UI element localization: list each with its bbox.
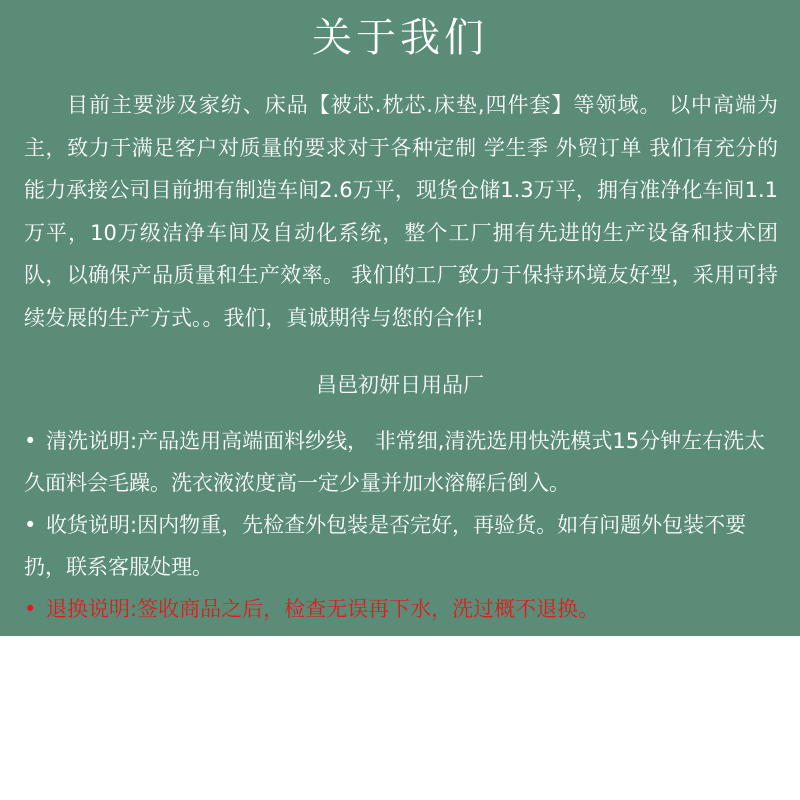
company-intro <box>24 84 778 339</box>
receiving-note <box>24 504 782 588</box>
page-title: 关于我们 <box>312 15 488 61</box>
company-name: 昌邑初妍日用品厂 <box>316 373 484 397</box>
bullet-icon: • <box>24 429 37 453</box>
returns-note-text: 退换说明:签收商品之后，检查无误再下水，洗过概不退换。 <box>46 597 600 621</box>
washing-note-text: 清洗说明:产品选用高端面料纱线， 非常细,清洗选用快洗模式15分钟左右洗太久面料会毛躁。洗衣液浓度高一定少量并加水溶解后倒入。 <box>24 429 766 495</box>
bullet-icon: • <box>24 597 37 621</box>
blank-area <box>0 636 800 800</box>
returns-note <box>24 588 782 630</box>
receiving-note-text: 收货说明:因内物重，先检查外包装是否完好，再验货。如有问题外包装不要扔，联系客服处理。 <box>24 513 747 579</box>
bullet-icon: • <box>24 513 37 537</box>
company-intro-text: 目前主要涉及家纺、床品【被芯.枕芯.床垫,四件套】等领域。 以中高端为主，致力于满足客户对质量的要求对于各种定制 学生季 外贸订单 我们有充分的能力承接公司目前拥有制造车间2.6万平，现货仓储1.3万平，拥有准净化车间1.1万平，10万级洁净车间及自动化系统，整个工厂拥有先进的生产设备和技术团队，以确保产品质量和生产效率。 我们的工厂致力于保持环境友好型，采用可持续发展的生产方式。。我们，真诚期待与您的合作! <box>24 93 778 330</box>
washing-note <box>24 420 782 504</box>
notes-list <box>24 420 782 630</box>
